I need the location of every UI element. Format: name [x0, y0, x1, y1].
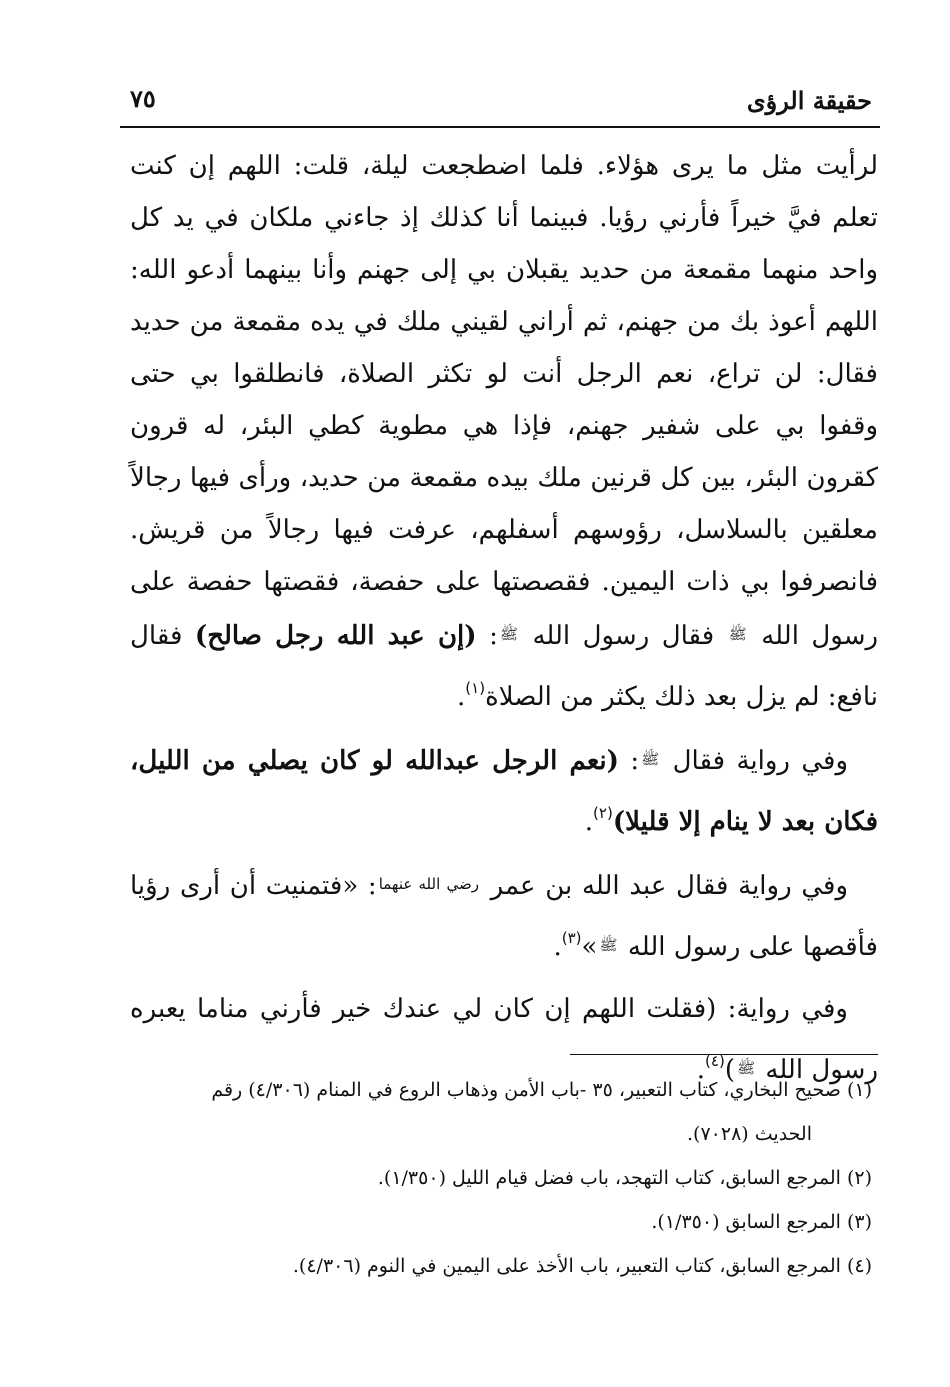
paragraph-1-text-3: فقال نافع: لم يزل بعد ذلك يكثر من الصلاة — [130, 621, 878, 712]
paragraph-2-end: . — [584, 807, 594, 837]
honorific-glyph: ﷺ — [728, 625, 747, 643]
paragraph-3-end: . — [553, 932, 562, 962]
footnote-ref-3[interactable]: (٣) — [561, 929, 582, 947]
honorific-glyph: رضي الله عنهما — [378, 875, 479, 893]
hadith-quote: (نعم الرجل عبدالله لو كان يصلي من الليل، فكان بعد لا ينام إلا قليلا) — [130, 746, 878, 837]
footnote-3 — [120, 1200, 872, 1244]
paragraph-1 — [130, 140, 878, 723]
book-title: حقيقة الرؤى — [746, 86, 872, 115]
footnote-1-line-1: (١) صحيح البخاري، كتاب التعبير، ٣٥ -باب الأمن وذهاب الروع في المنام (٤/٣٠٦) رقم — [211, 1079, 872, 1101]
footnotes — [120, 1068, 872, 1288]
hadith-quote: (إن عبد الله رجل صالح) — [194, 621, 477, 651]
paragraph-4-end: . — [696, 1055, 706, 1085]
paragraph-3-text: وفي رواية فقال عبد الله بن عمر — [490, 871, 848, 901]
paragraph-2 — [130, 733, 878, 848]
honorific-glyph: ﷺ — [499, 625, 518, 643]
honorific-glyph: ﷺ — [736, 1059, 756, 1077]
footnote-2-text: (٢) المرجع السابق، كتاب التهجد، باب فضل قيام الليل (١/٣٥٠). — [377, 1167, 872, 1189]
paragraph-2-text: وفي رواية فقال — [672, 746, 849, 776]
footnote-ref-4[interactable]: (٤) — [705, 1052, 725, 1070]
paragraph-4-text: وفي رواية: (فقلت اللهم إن كان لي عندك خير فأرني مناما يعبره رسول الله — [130, 994, 878, 1085]
footnote-1 — [120, 1068, 872, 1156]
footnote-4 — [120, 1244, 872, 1288]
paragraph-1-text-2: فقال رسول الله — [532, 621, 715, 651]
footnote-4-text: (٤) المرجع السابق، كتاب التعبير، باب الأخذ على اليمين في النوم (٤/٣٠٦). — [292, 1255, 872, 1277]
paragraph-1-colon: : — [489, 621, 498, 651]
footnote-3-text: (٣) المرجع السابق (١/٣٥٠). — [651, 1211, 872, 1233]
running-header — [120, 78, 872, 124]
paragraph-1-end: . — [457, 682, 466, 712]
page-number: ٧٥ — [130, 84, 156, 113]
paragraph-2-colon: : — [630, 746, 640, 776]
honorific-glyph: ﷺ — [641, 750, 660, 768]
footnote-1-line-2: الحديث (٧٠٢٨). — [687, 1123, 812, 1145]
footnote-2 — [120, 1156, 872, 1200]
paragraph-1-text: لرأيت مثل ما يرى هؤلاء. فلما اضطجعت ليلة، قلت: اللهم إن كنت تعلم فيَّ خيراً فأرني رؤيا. فبينما أنا كذلك إذ جاءني ملكان في يد كل واحد منهما مقمعة من حديد يقبلان بي إلى جهنم وأنا بينهما أدعو الله: اللهم أعوذ بك من جهنم، ثم أراني لقيني ملك في يده مقمعة من حديد فقال: لن تراع، نعم الرجل أنت لو تكثر الصلاة، فانطلقوا بي حتى وقفوا بي على شفير جهنم، فإذا هي مطوية كطي البئر، له قرون كقرون البئر، بين كل قرنين ملك بيده مقمعة من حديد، ورأى فيها رجالاً معلقين بالسلاسل، رؤوسهم أسفلهم، عرفت فيها رجالاً من قريش. فانصرفوا بي ذات اليمين. فقصصتها على حفصة، فقصتها حفصة على رسول الله — [130, 151, 879, 651]
paragraph-3 — [130, 858, 878, 973]
footnote-separator — [570, 1054, 878, 1055]
paragraph-4-close: ) — [724, 1055, 735, 1085]
honorific-glyph: ﷺ — [599, 936, 618, 954]
paragraph-3-text-2: : «فتمنيت أن أرى رؤيا فأقصها على رسول الله — [130, 871, 878, 962]
header-rule — [120, 126, 880, 128]
footnote-ref-1[interactable]: (١) — [465, 679, 486, 697]
footnote-ref-2[interactable]: (٢) — [593, 804, 613, 822]
main-text — [130, 140, 878, 1096]
paragraph-3-close-quote: » — [581, 932, 598, 962]
